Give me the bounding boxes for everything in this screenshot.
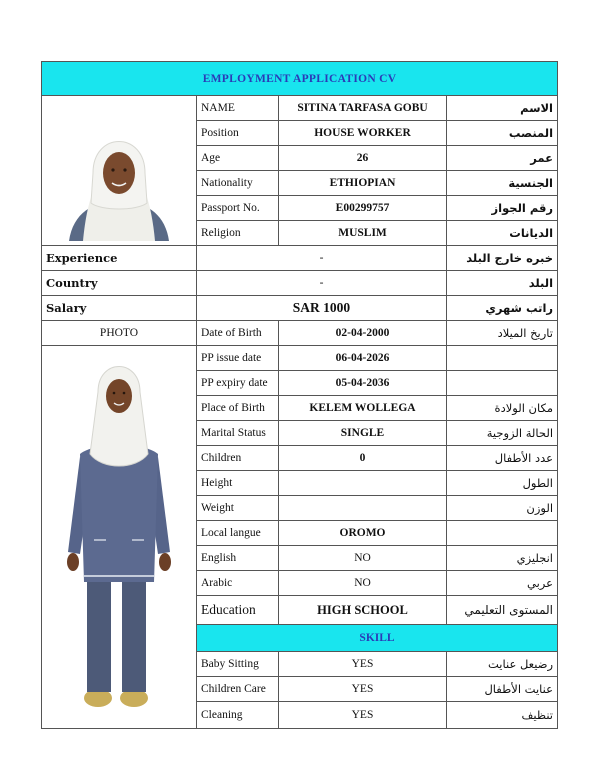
baby-sitting-value: YES	[279, 652, 447, 677]
passport-arabic: رقم الجواز	[447, 196, 558, 221]
dob-arabic: تاريخ الميلاد	[447, 321, 558, 346]
nationality-arabic: الجنسية	[447, 171, 558, 196]
side-row-experience	[42, 246, 558, 271]
age-label: Age	[197, 146, 279, 171]
country-arabic: البلد	[447, 271, 558, 296]
education-arabic: المستوى التعليمي	[447, 596, 558, 625]
country-value: -	[197, 271, 447, 296]
religion-arabic: الديانات	[447, 221, 558, 246]
nationality-value: ETHIOPIAN	[279, 171, 447, 196]
cv-title: EMPLOYMENT APPLICATION CV	[42, 62, 558, 96]
full-body-photo	[54, 362, 184, 712]
position-label: Position	[197, 121, 279, 146]
local-language-label: Local langue	[197, 521, 279, 546]
weight-label: Weight	[197, 496, 279, 521]
passport-value: E00299757	[279, 196, 447, 221]
cleaning-value: YES	[279, 702, 447, 729]
nationality-label: Nationality	[197, 171, 279, 196]
detail-row-pp-issue	[42, 346, 558, 371]
name-label: NAME	[197, 96, 279, 121]
detail-row-dob	[42, 321, 558, 346]
photo-label: PHOTO	[42, 321, 197, 346]
salary-value: SAR 1000	[197, 296, 447, 321]
salary-label: Salary	[42, 296, 197, 321]
religion-label: Religion	[197, 221, 279, 246]
info-row-name	[42, 96, 558, 121]
passport-label: Passport No.	[197, 196, 279, 221]
pp-issue-arabic	[447, 346, 558, 371]
children-care-label: Children Care	[197, 677, 279, 702]
position-value: HOUSE WORKER	[279, 121, 447, 146]
skill-title: SKILL	[197, 625, 558, 652]
pp-expiry-label: PP expiry date	[197, 371, 279, 396]
children-value: 0	[279, 446, 447, 471]
place-of-birth-value: KELEM WOLLEGA	[279, 396, 447, 421]
experience-label: Experience	[42, 246, 197, 271]
arabic-value: NO	[279, 571, 447, 596]
salary-arabic: راتب شهري	[447, 296, 558, 321]
local-language-value: OROMO	[279, 521, 447, 546]
pp-issue-value: 06-04-2026	[279, 346, 447, 371]
age-value: 26	[279, 146, 447, 171]
religion-value: MUSLIM	[279, 221, 447, 246]
cleaning-arabic: تنظيف	[447, 702, 558, 729]
arabic-label: Arabic	[197, 571, 279, 596]
marital-label: Marital Status	[197, 421, 279, 446]
side-row-country	[42, 271, 558, 296]
children-arabic: عدد الأطفال	[447, 446, 558, 471]
height-arabic: الطول	[447, 471, 558, 496]
experience-value: -	[197, 246, 447, 271]
pp-issue-label: PP issue date	[197, 346, 279, 371]
english-arabic: انجليزي	[447, 546, 558, 571]
arabic-arabic: عربي	[447, 571, 558, 596]
marital-arabic: الحالة الزوجية	[447, 421, 558, 446]
baby-sitting-label: Baby Sitting	[197, 652, 279, 677]
place-of-birth-arabic: مكان الولادة	[447, 396, 558, 421]
weight-value	[279, 496, 447, 521]
children-care-arabic: عنايت الأطفال	[447, 677, 558, 702]
portrait-photo-cell	[42, 96, 197, 246]
baby-sitting-arabic: رضيعل عنايت	[447, 652, 558, 677]
marital-value: SINGLE	[279, 421, 447, 446]
position-arabic: المنصب	[447, 121, 558, 146]
children-care-value: YES	[279, 677, 447, 702]
country-label: Country	[42, 271, 197, 296]
dob-value: 02-04-2000	[279, 321, 447, 346]
cv-sheet	[41, 61, 557, 729]
height-label: Height	[197, 471, 279, 496]
age-arabic: عمر	[447, 146, 558, 171]
pp-expiry-value: 05-04-2036	[279, 371, 447, 396]
name-arabic: الاسم	[447, 96, 558, 121]
cleaning-label: Cleaning	[197, 702, 279, 729]
english-value: NO	[279, 546, 447, 571]
full-body-photo-cell	[42, 346, 197, 729]
dob-label: Date of Birth	[197, 321, 279, 346]
children-label: Children	[197, 446, 279, 471]
english-label: English	[197, 546, 279, 571]
name-value: SITINA TARFASA GOBU	[279, 96, 447, 121]
place-of-birth-label: Place of Birth	[197, 396, 279, 421]
weight-arabic: الوزن	[447, 496, 558, 521]
experience-arabic: خبره خارج البلد	[447, 246, 558, 271]
portrait-photo	[59, 101, 179, 241]
pp-expiry-arabic	[447, 371, 558, 396]
side-row-salary	[42, 296, 558, 321]
cv-table	[41, 61, 558, 729]
education-label: Education	[197, 596, 279, 625]
local-language-arabic	[447, 521, 558, 546]
education-value: HIGH SCHOOL	[279, 596, 447, 625]
height-value	[279, 471, 447, 496]
title-row	[42, 62, 558, 96]
